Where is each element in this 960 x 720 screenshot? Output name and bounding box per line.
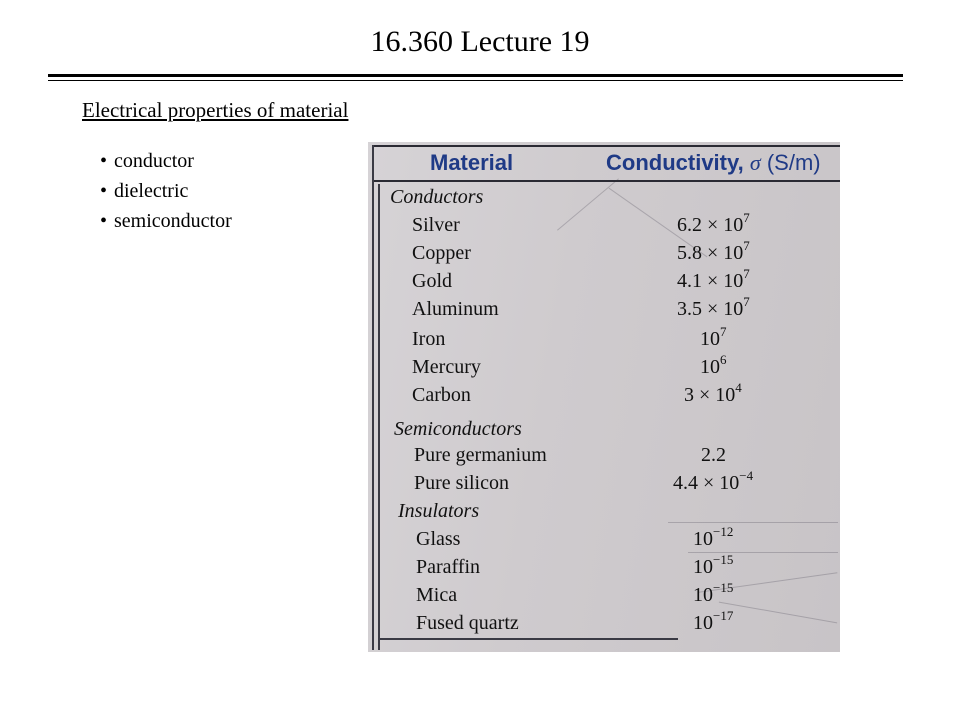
- bullet-text: semiconductor: [114, 210, 232, 232]
- bullet-list: [100, 146, 232, 236]
- bullet-text: dielectric: [114, 180, 189, 202]
- conductivity-value: $4.1 \times 10^7$: [677, 266, 750, 292]
- material-name: Aluminum: [412, 298, 499, 320]
- material-name: Copper: [412, 242, 471, 264]
- bullet-item: • dielectric: [100, 180, 189, 202]
- conductivity-value: $10^7$: [700, 324, 727, 350]
- conductivity-value: $3 \times 10^4$: [684, 380, 742, 406]
- material-name: Glass: [416, 528, 461, 550]
- conductivity-value: $10^{-12}$: [693, 524, 734, 550]
- conductivity-value: $10^{-17}$: [693, 608, 734, 634]
- bullet-item: • semiconductor: [100, 210, 232, 232]
- material-name: Carbon: [412, 384, 471, 406]
- conductivity-value: 2.2: [701, 444, 726, 466]
- conductivity-value: $10^{-15}$: [693, 552, 734, 578]
- material-name: Mercury: [412, 356, 481, 378]
- material-name: Pure silicon: [414, 472, 509, 494]
- category-conductors: Conductors: [390, 186, 484, 208]
- conductivity-table-image: [368, 142, 840, 652]
- title-divider: [48, 74, 903, 82]
- category-semiconductors: Semiconductors: [394, 418, 522, 440]
- conductivity-value: $5.8 \times 10^7$: [677, 238, 750, 264]
- conductivity-value: $10^{-15}$: [693, 580, 734, 606]
- conductivity-value: $3.5 \times 10^7$: [677, 294, 750, 320]
- header-material: Material: [430, 150, 514, 175]
- material-name: Silver: [412, 214, 460, 236]
- conductivity-value: $6.2 \times 10^7$: [677, 210, 750, 236]
- material-name: Gold: [412, 270, 452, 292]
- material-name: Paraffin: [416, 556, 481, 578]
- slide-subtitle: Electrical properties of material: [82, 98, 349, 122]
- header-conductivity: Conductivity, σ (S/m): [606, 150, 821, 175]
- material-name: Mica: [416, 584, 458, 606]
- bullet-item: • conductor: [100, 150, 194, 172]
- bullet-text: conductor: [114, 150, 194, 172]
- conductivity-value: $10^6$: [700, 352, 727, 378]
- material-name: Pure germanium: [414, 444, 547, 466]
- category-insulators: Insulators: [398, 500, 480, 522]
- slide-title: 16.360 Lecture 19: [370, 25, 590, 58]
- material-name: Iron: [412, 328, 446, 350]
- conductivity-value: $4.4 \times 10^{-4}$: [673, 468, 754, 494]
- material-name: Fused quartz: [416, 612, 519, 634]
